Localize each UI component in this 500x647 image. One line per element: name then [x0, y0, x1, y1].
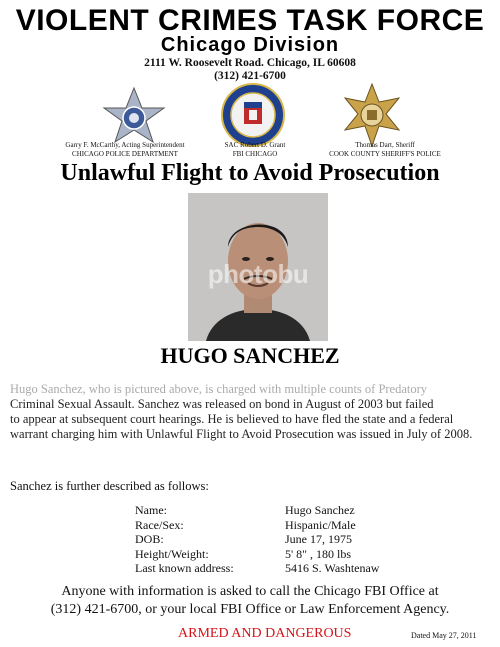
poster-title: VIOLENT CRIMES TASK FORCE [15, 4, 485, 37]
detail-label: Race/Sex: [135, 517, 184, 532]
description-line: to appear at subsequent court hearings. He is believed to have fled the state and a federal [10, 412, 454, 426]
dated-label: Dated May 27, 2011 [411, 631, 477, 640]
further-description-intro: Sanchez is further described as follows: [10, 479, 209, 493]
suspect-details [135, 503, 379, 576]
office-phone: (312) 421-6700 [214, 70, 286, 82]
official-department: FBI CHICAGO [232, 150, 278, 158]
detail-row [135, 547, 379, 562]
description-line: Criminal Sexual Assault. Sanchez was released on bond in August of 2003 but failed [10, 397, 434, 411]
notice-title: Unlawful Flight to Avoid Prosecution [60, 160, 440, 186]
official-sheriff [305, 141, 465, 159]
detail-value: 5416 S. Washtenaw [285, 561, 380, 575]
detail-row [135, 561, 379, 576]
detail-label: Height/Weight: [135, 546, 209, 561]
office-address: 2111 W. Roosevelt Road. Chicago, IL 60608 [144, 57, 356, 69]
detail-value: June 17, 1975 [285, 532, 352, 546]
detail-label: Name: [135, 503, 167, 517]
official-fbi [205, 141, 305, 159]
detail-row [135, 503, 379, 518]
contact-line: (312) 421-6700, or your local FBI Office or Law Enforcement Agency. [50, 602, 450, 617]
official-name: Garry F. McCarthy, Acting Superintendent [65, 141, 185, 149]
subject-name: HUGO SANCHEZ [160, 343, 340, 368]
official-department: CHICAGO POLICE DEPARTMENT [72, 150, 178, 158]
poster-subtitle: Chicago Division [160, 34, 340, 56]
official-name: SAC Robert D. Grant [224, 141, 286, 149]
suspect-photo [188, 193, 328, 341]
detail-value: Hispanic/Male [285, 517, 356, 532]
sheriff-star-icon [336, 82, 408, 148]
contact-line: Anyone with information is asked to call the Chicago FBI Office at [61, 584, 439, 599]
detail-row [135, 532, 379, 547]
official-cpd [40, 141, 210, 159]
detail-value: Hugo Sanchez [285, 503, 355, 517]
photo-watermark: photobu [207, 259, 309, 289]
detail-row [135, 518, 379, 533]
case-description [10, 382, 492, 442]
detail-label: Last known address: [135, 561, 234, 575]
contact-instructions [0, 583, 500, 619]
detail-label: DOB: [135, 532, 164, 546]
fbi-seal-icon [220, 82, 286, 148]
armed-warning: ARMED AND DANGEROUS [178, 626, 352, 641]
description-line: Hugo Sanchez, who is pictured above, is charged with multiple counts of Predatory [10, 382, 428, 396]
description-line: warrant charging him with Unlawful Flight to Avoid Prosecution was issued in July of 2008. [10, 427, 473, 441]
official-department: COOK COUNTY SHERIFF'S POLICE [329, 150, 441, 158]
detail-value: 5' 8" , 180 lbs [285, 546, 352, 561]
official-name: Thomas Dart, Sheriff [355, 141, 415, 149]
